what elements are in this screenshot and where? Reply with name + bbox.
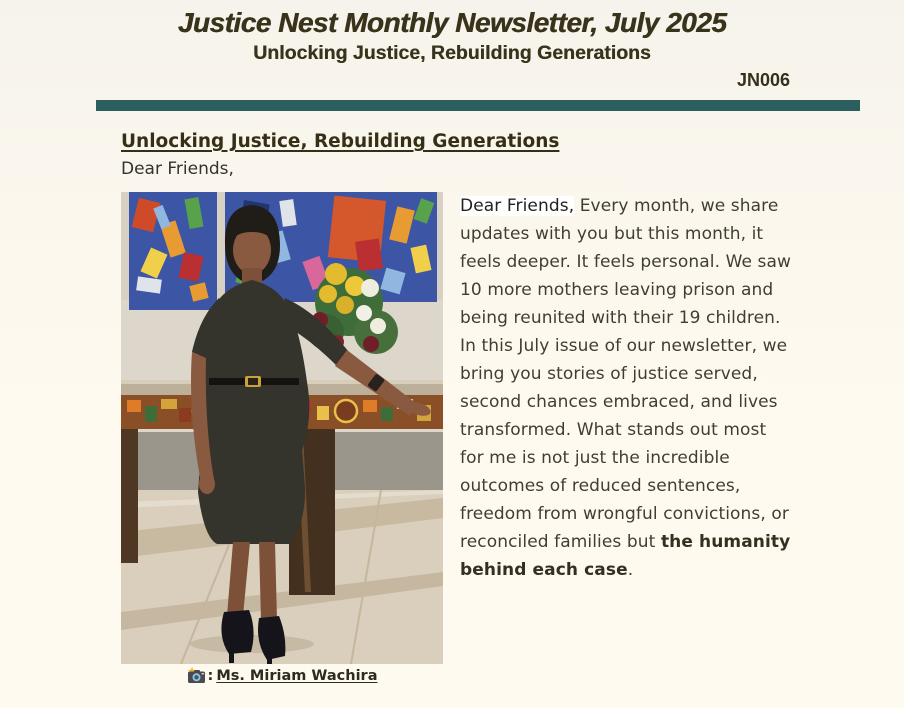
newsletter-subtitle: Unlocking Justice, Rebuilding Generations (253, 42, 651, 65)
portrait-photo (121, 192, 443, 664)
article-heading: Unlocking Justice, Rebuilding Generations (121, 131, 560, 153)
body-bold-phrase: the humanity behind each case (460, 532, 791, 581)
body-paragraph (460, 192, 793, 684)
body-text-part2: . (627, 560, 634, 581)
divider-bar (96, 100, 860, 111)
newsletter-title: Justice Nest Monthly Newsletter, July 2025 (177, 7, 727, 38)
salutation-highlight: Dear Friends, (460, 196, 575, 217)
photo-caption (121, 667, 443, 684)
body-text-part1: Every month, we share updates with you but this month, it feels deeper. It feels personal. We saw 10 more mothers leaving prison and being reunited with their 19 children. In this July issue of our newsletter, we bring you stories of justice served, second chances embraced, and lives transformed. What stands out most for me is not just the incredible outcomes of reduced sentences, freedom from wrongful convictions, or reconciled families but (460, 196, 792, 553)
photo-figure (121, 192, 443, 684)
caption-name-link[interactable]: Ms. Miriam Wachira (216, 667, 378, 684)
article (121, 131, 793, 684)
caption-separator: : (207, 667, 214, 684)
article-columns (121, 192, 793, 684)
issue-code: JN006 (736, 70, 790, 91)
camera-flash-icon (187, 667, 207, 684)
salutation: Dear Friends, (121, 159, 234, 180)
masthead (0, 0, 904, 65)
